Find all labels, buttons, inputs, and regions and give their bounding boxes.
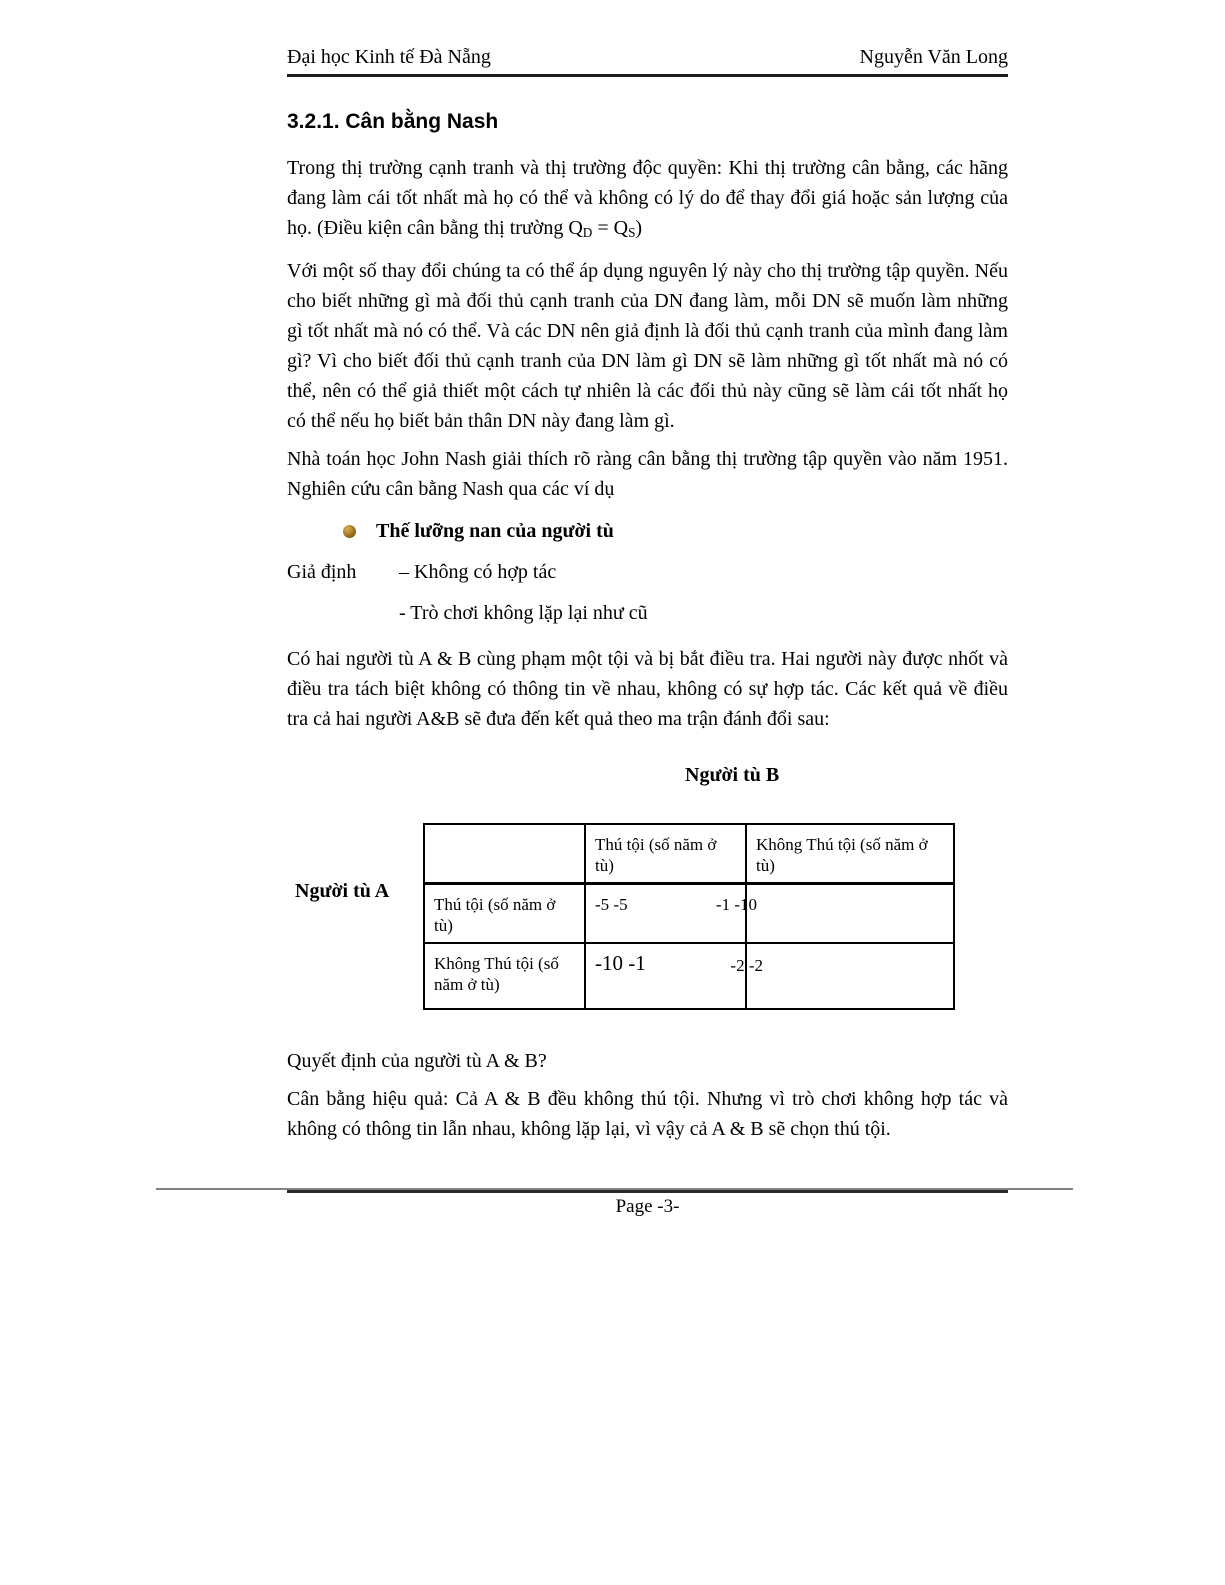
bullet-item-prisoners-dilemma [287, 520, 1008, 543]
paragraph-two-prisoners: Có hai người tù A & B cùng phạm một tội và bị bắt điều tra. Hai người này được nhốt và điều tra tách biệt không có thông tin về nhau, không có sự hợp tác. Các kết quả về điều tra cả hai người A&B sẽ đưa đến kết quả theo ma trận đánh đổi sau: [287, 648, 1008, 730]
payoff-value: -10 -1 [595, 951, 646, 975]
row-label-not-confess: Không Thú tội (số năm ở tù) [425, 944, 586, 1008]
paragraph-question: Quyết định của người tù A & B? [287, 1050, 547, 1072]
payoff-cell-not-not [747, 944, 953, 1008]
assumption-row-1 [287, 558, 1008, 586]
document-header [287, 0, 1008, 77]
assumption-item-1: – Không có hợp tác [399, 561, 557, 583]
payoff-value-straddle: -2 -2 [730, 956, 763, 975]
payoff-matrix-section [287, 823, 1008, 1010]
section-heading: 3.2.1. Cân bằng Nash [287, 110, 499, 133]
table-header-confess: Thú tội (số năm ở tù) [586, 825, 747, 882]
assumption-row-2 [287, 599, 1008, 627]
payoff-value-straddle: -1 -10 [715, 895, 757, 914]
player-a-label: Người tù A [295, 880, 390, 902]
paragraph-john-nash: Nhà toán học John Nash giải thích rõ ràng cân bằng thị trường tập quyền vào năm 1951. Nghiên cứu cân bằng Nash qua các ví dụ [287, 448, 1008, 500]
paragraph-oligopoly: Với một số thay đổi chúng ta có thể áp dụng nguyên lý này cho thị trường tập quyền. Nếu cho biết những gì mà đối thủ cạnh tranh của DN đang làm, mỗi DN sẽ muốn làm những gì tốt nhất mà nó có thể. Và các DN nên giả định là đối thủ cạnh tranh của mình đang làm gì? Vì cho biết đối thủ cạnh tranh của DN làm gì DN sẽ làm những gì tốt nhất mà nó có thể, nên có thể giả thiết một cách tự nhiên là các đối thủ này cũng sẽ làm cái tốt nhất họ có thể nếu họ biết bản thân DN này đang làm gì. [287, 260, 1008, 432]
paragraph-conclusion: Cân bằng hiệu quả: Cả A & B đều không thú tội. Nhưng vì trò chơi không hợp tác và không có thông tin lẫn nhau, không lặp lại, vì vậy cả A & B sẽ chọn thú tội. [287, 1088, 1008, 1140]
row-label-confess: Thú tội (số năm ở tù) [425, 885, 586, 942]
table-cell-empty [425, 825, 586, 882]
paragraph-market-equilibrium [287, 153, 1008, 248]
header-left-text: Đại học Kinh tế Đà Nẵng [287, 46, 491, 68]
table-row-confess [425, 885, 953, 944]
table-header-not-confess: Không Thú tội (số năm ở tù) [756, 835, 928, 875]
paragraph-text: = Q [592, 217, 629, 239]
paragraph-text: ) [635, 217, 643, 239]
payoff-value: -5 -5 [595, 895, 628, 914]
assumption-label: Giả định [287, 561, 357, 583]
table-header-row [425, 825, 953, 885]
player-b-label: Người tù B [685, 764, 780, 786]
payoff-cell-confess-not [747, 885, 953, 942]
gold-sphere-bullet-icon [343, 525, 356, 538]
page-break-divider [156, 1188, 1073, 1190]
page-number-label: Page -3- [615, 1196, 680, 1217]
assumption-item-2: - Trò chơi không lặp lại như cũ [399, 602, 648, 624]
table-row-not-confess [425, 944, 953, 1008]
subscript-d: D [582, 225, 593, 240]
header-right-text: Nguyễn Văn Long [859, 46, 1008, 68]
bullet-item-label: Thế lưỡng nan của người tù [376, 520, 614, 542]
paragraph-text: Trong thị trường cạnh tranh và thị trường độc quyền: Khi thị trường cân bằng, các hãng đang làm cái tốt nhất mà họ có thể và không có lý do để thay đổi giá hoặc sản lượng của họ. (Điều kiện cân bằng thị trường Q [287, 157, 1008, 239]
payoff-cell-confess-confess [586, 885, 757, 942]
payoff-cell-not-confess [586, 944, 763, 1008]
payoff-table [423, 823, 955, 1010]
subscript-s: S [628, 225, 636, 240]
page-content [287, 0, 1008, 1218]
